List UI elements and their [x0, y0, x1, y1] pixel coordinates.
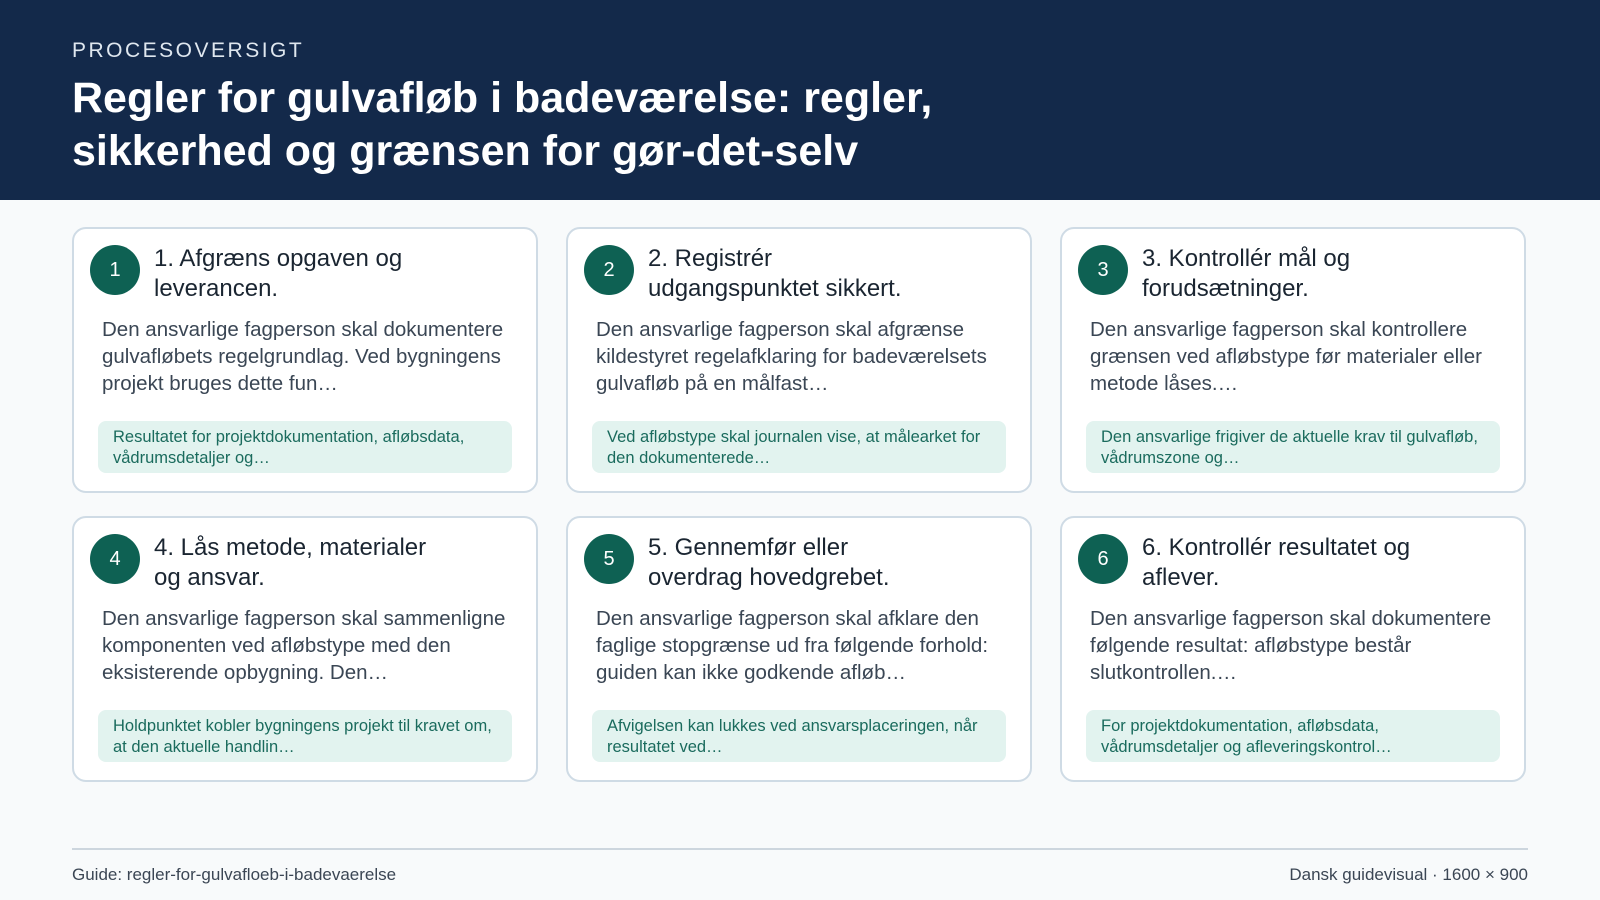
step-number-badge: 3: [1078, 245, 1128, 295]
footer-divider: [72, 848, 1528, 850]
step-card-6: [1060, 516, 1526, 782]
step-note: Holdpunktet kobler bygningens projekt til kravet om, at den aktuelle handlin…: [98, 710, 512, 762]
header-banner: [0, 0, 1600, 200]
step-number-badge: 1: [90, 245, 140, 295]
step-header: [1078, 534, 1506, 593]
step-description: Den ansvarlige fagperson skal sammenligne komponenten ved afløbstype med den eksisterende opbygning. Den…: [102, 607, 506, 684]
step-note: Ved afløbstype skal journalen vise, at målearket for den dokumenterede…: [592, 421, 1006, 473]
step-description: Den ansvarlige fagperson skal afklare den faglige stopgrænse ud fra følgende forhold: guiden kan ikke godkende afløb…: [596, 607, 989, 684]
step-card-1: [72, 227, 538, 493]
step-card-2: [566, 227, 1032, 493]
step-header: [584, 534, 1012, 593]
eyebrow-label: PROCESOVERSIGT: [72, 39, 305, 62]
step-number-badge: 6: [1078, 534, 1128, 584]
step-title: 6. Kontrollér resultatet og aflever.: [1142, 534, 1411, 591]
footer-guide-slug: Guide: regler-for-gulvafloeb-i-badevaerelse: [72, 865, 397, 884]
step-description: Den ansvarlige fagperson skal kontrollere grænsen ved afløbstype før materialer eller metode låses.…: [1090, 318, 1482, 395]
step-title: 5. Gennemfør eller overdrag hovedgrebet.: [648, 534, 890, 591]
step-title: 1. Afgræns opgaven og leverancen.: [154, 245, 403, 302]
step-title: 3. Kontrollér mål og forudsætninger.: [1142, 245, 1351, 302]
step-header: [90, 534, 518, 593]
page-title: Regler for gulvafløb i badeværelse: regler, sikkerhed og grænsen for gør-det-selv: [72, 74, 933, 175]
step-card-5: [566, 516, 1032, 782]
step-note: Afvigelsen kan lukkes ved ansvarsplaceringen, når resultatet ved…: [592, 710, 1006, 762]
footer-credit: Dansk guidevisual · 1600 × 900: [1289, 865, 1528, 884]
step-card-4: [72, 516, 538, 782]
step-header: [584, 245, 1012, 304]
step-note: Den ansvarlige frigiver de aktuelle krav til gulvafløb, vådrumszone og…: [1086, 421, 1500, 473]
step-number-badge: 5: [584, 534, 634, 584]
step-title: 4. Lås metode, materialer og ansvar.: [154, 534, 427, 591]
step-header: [1078, 245, 1506, 304]
step-card-3: [1060, 227, 1526, 493]
step-number-badge: 2: [584, 245, 634, 295]
step-description: Den ansvarlige fagperson skal afgrænse kildestyret regelafklaring for badeværelsets gulvafløb på en målfast…: [596, 318, 987, 395]
step-title: 2. Registrér udgangspunktet sikkert.: [648, 245, 902, 302]
step-note: Resultatet for projektdokumentation, afløbsdata, vådrumsdetaljer og…: [98, 421, 512, 473]
step-number-badge: 4: [90, 534, 140, 584]
step-description: Den ansvarlige fagperson skal dokumentere følgende resultat: afløbstype består slutkontrollen.…: [1090, 607, 1492, 684]
step-note: For projektdokumentation, afløbsdata, vådrumsdetaljer og afleveringskontrol…: [1086, 710, 1500, 762]
step-description: Den ansvarlige fagperson skal dokumentere gulvafløbets regelgrundlag. Ved bygningens projekt bruges dette fun…: [102, 318, 504, 395]
step-header: [90, 245, 518, 304]
step-grid: [72, 227, 1526, 782]
